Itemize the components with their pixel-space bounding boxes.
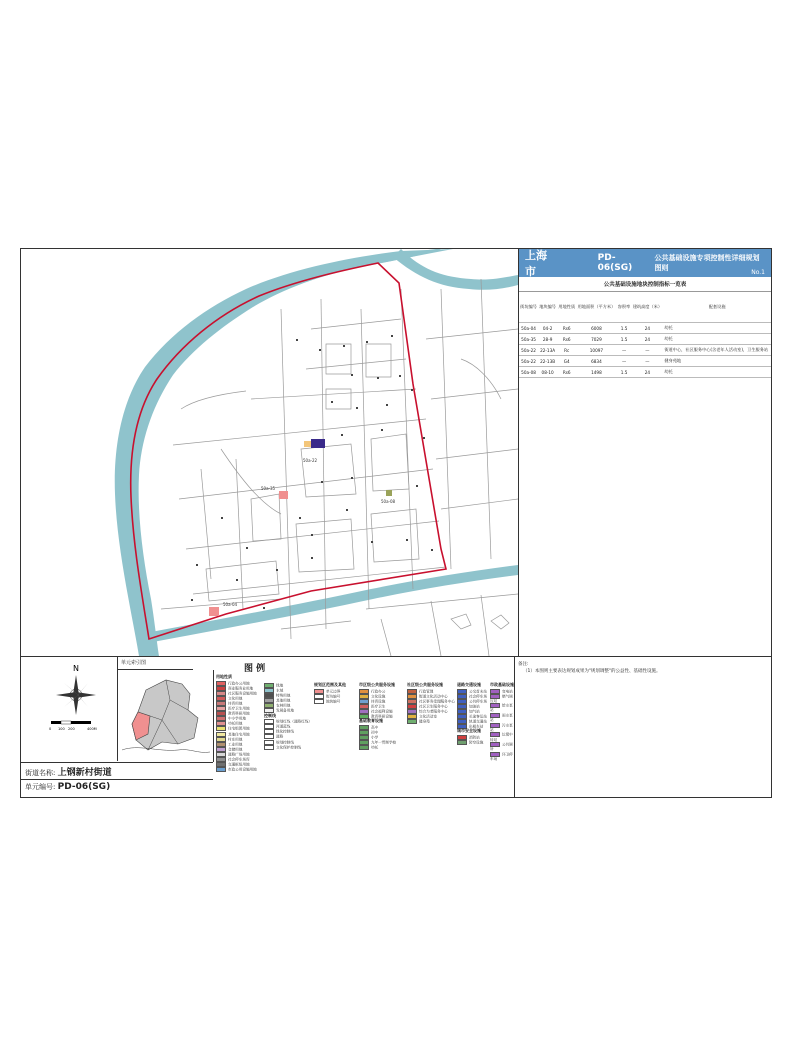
parcel-50a-08 <box>386 490 392 496</box>
legend-label: 工业用地 <box>228 742 243 747</box>
legend-item <box>490 732 514 742</box>
legend-col-control <box>264 683 312 750</box>
legend-label: 社区卫生服务中心 <box>419 704 448 709</box>
legend-label: 市政公用设施用地 <box>228 767 257 772</box>
legend-label: 绿地 <box>276 683 284 688</box>
scale-100: 100 <box>58 727 65 731</box>
keymap-title: 单元索引图 <box>118 657 193 670</box>
legend-label: 文化用地 <box>228 696 243 701</box>
legend-label: 文化活动室 <box>419 714 437 719</box>
legend-item <box>314 699 346 704</box>
col-header: 建筑高度（米） <box>631 292 663 323</box>
legend-item <box>490 694 514 704</box>
legend-section-title: 基础教育设施 <box>359 718 383 724</box>
legend-label: 特殊用地 <box>276 693 291 698</box>
legend-label: 初中 <box>371 730 379 735</box>
legend-swatch-icon <box>216 767 226 772</box>
map-label-50a-04: 50a-04 <box>223 602 238 607</box>
table-cell: 50a-22 <box>519 356 538 367</box>
north-label: N <box>73 664 79 673</box>
legend-label: 公交首末站 <box>469 689 487 694</box>
table-cell: 7029 <box>576 334 616 345</box>
legend-label: 轨道交通站 <box>469 719 487 724</box>
legend-label: 中小学用地 <box>228 716 246 721</box>
legend-label: 社会停车场库 <box>228 757 250 762</box>
map-label-50a-22: 50a-22 <box>303 458 318 463</box>
unit-label: 单元编号: <box>25 783 56 791</box>
col-header: 用地面积（平方米） <box>576 292 616 323</box>
legend-label: 消防站 <box>469 735 480 740</box>
legend-label: 医疗卫生用地 <box>228 706 250 711</box>
plan-title: 公共基础设施专项控制性详细规划图则 <box>654 254 760 272</box>
legend-label: 体育设施 <box>371 699 386 704</box>
plan-sheet <box>20 248 772 798</box>
table-cell: 08-10 <box>538 367 557 378</box>
legend-label: 文化设施 <box>371 694 386 699</box>
legend-label: 雨水泵站 <box>490 713 513 723</box>
table-header-row <box>519 292 771 323</box>
legend-label: 农林用地 <box>276 703 291 708</box>
legend-label: 社会福利设施 <box>371 709 393 714</box>
table-cell: 22-13A <box>538 345 557 356</box>
map-label-50a-08: 50a-08 <box>381 499 396 504</box>
legend-item <box>359 745 396 750</box>
table-cell: 1.5 <box>617 323 632 334</box>
scale-bar <box>49 721 97 731</box>
parcel-50a-22 <box>311 439 325 448</box>
legend-col-city <box>359 683 396 750</box>
plan-code: PD-06(SG) <box>597 253 633 273</box>
legend-section-title: 城市安全设施 <box>457 728 481 734</box>
legend-label: 河道蓝线 <box>276 724 291 729</box>
table-cell: — <box>631 345 663 356</box>
notes <box>515 657 771 797</box>
legend-item <box>490 703 514 713</box>
table-cell: 50a-04 <box>519 323 538 334</box>
legend-item <box>457 740 487 745</box>
info-panel <box>519 249 771 657</box>
legend-label: 街道文化活动中心 <box>419 694 448 699</box>
compass-icon <box>56 675 96 715</box>
legend-label: 文化保护控制线 <box>276 745 302 750</box>
table-cell: 健身苑地 <box>663 356 771 367</box>
plan-map[interactable] <box>21 249 519 657</box>
legend-label: 商业服务业用地 <box>228 686 254 691</box>
legend-label: 其他住宅用地 <box>228 732 250 737</box>
legend-item <box>490 713 514 723</box>
legend-label: 仓储用地 <box>228 747 243 752</box>
legend-item <box>490 742 514 752</box>
map-canvas <box>21 249 518 656</box>
legend-label: 给水泵站 <box>490 703 513 713</box>
legend-label: 发展备用地 <box>276 708 294 713</box>
legend-label: 规划控制线 <box>276 740 294 745</box>
legend-label: 社区事务受理服务中心 <box>419 699 455 704</box>
table-row <box>519 345 771 356</box>
table-row <box>519 356 771 367</box>
legend-label: 加油站 <box>469 704 480 709</box>
legend-label: 社区服务设施用地 <box>228 691 257 696</box>
legend-label: 污水泵站 <box>490 723 513 732</box>
legend-label: 规划红线（道路红线） <box>276 719 312 724</box>
keymap <box>118 670 214 762</box>
legend-col-utility <box>490 683 514 762</box>
page-number: No.1 <box>751 269 765 276</box>
table-cell: 22-13B <box>538 356 557 367</box>
legend-label: 行政管理 <box>419 689 434 694</box>
legend-swatch-icon <box>359 745 369 750</box>
table-cell: 24 <box>631 323 663 334</box>
table-cell: 6834 <box>576 356 616 367</box>
legend-label: 环卫停车场 <box>490 752 513 761</box>
notes-title: 备注: <box>518 662 529 667</box>
legend-label: 教育科研设施 <box>371 714 393 719</box>
legend-label: 健身苑 <box>419 719 430 724</box>
col-header: 地块编号 <box>538 292 557 323</box>
legend-label: 教育科研用地 <box>228 711 250 716</box>
table-cell: 1.5 <box>617 334 632 345</box>
legend-label: 出租车站 <box>469 724 484 729</box>
table-cell: Rs6 <box>557 367 576 378</box>
table-cell: Rs6 <box>557 334 576 345</box>
col-header: 用地性质 <box>557 292 576 323</box>
legend-col-traffic <box>457 683 487 745</box>
parcel-50a-04 <box>209 607 219 616</box>
legend-label: 变电站 <box>502 689 513 694</box>
legend-item <box>216 767 257 772</box>
legend-label: 单元边界 <box>326 689 341 694</box>
table-cell: Rs6 <box>557 323 576 334</box>
legend-label: 村庄用地 <box>228 737 243 742</box>
table-cell: 幼托 <box>663 367 771 378</box>
city-name: 上海市 <box>525 249 547 278</box>
legend-item <box>490 752 514 762</box>
table-cell: 6008 <box>576 323 616 334</box>
col-header: 配套设施 <box>663 292 771 323</box>
title-bar <box>519 249 771 277</box>
legend-col-landuse <box>216 675 257 772</box>
legend-label: 地块编号 <box>326 699 341 704</box>
legend-section-title: 用地性质 <box>216 674 232 679</box>
table-cell: Rc <box>557 345 576 356</box>
table-cell: — <box>617 356 632 367</box>
bottom-strip <box>21 657 771 797</box>
table-cell: 50a-35 <box>519 334 538 345</box>
table-cell: G4 <box>557 356 576 367</box>
table-cell: 10097 <box>576 345 616 356</box>
compass-rose <box>21 657 118 761</box>
index-table <box>519 292 771 378</box>
table-cell: 50a-22 <box>519 345 538 356</box>
legend-label: 体育用地 <box>228 701 243 706</box>
table-cell: 24 <box>631 367 663 378</box>
legend-label: 其他用地 <box>276 698 291 703</box>
map-label-50a-35: 50a-35 <box>261 486 276 491</box>
table-row <box>519 367 771 378</box>
table-row <box>519 323 771 334</box>
legend-swatch-icon <box>314 699 324 704</box>
legend-label: 街坊编号 <box>326 694 341 699</box>
table-title: 公共基础设施地块控制指标一览表 <box>519 277 771 292</box>
legend-label: 加气站 <box>469 709 480 714</box>
legend-label: 垃圾中转站 <box>490 732 513 742</box>
legend-label: 医疗卫生 <box>371 704 386 709</box>
legend-section-title: 社区级公共服务设施 <box>407 682 443 687</box>
street-label: 街道名称: <box>25 769 56 777</box>
legend-label: 公共厕所 <box>490 742 513 752</box>
table-cell: 1498 <box>576 367 616 378</box>
legend-section-title: 规划区范围及其他 <box>314 682 346 687</box>
table-cell: — <box>617 345 632 356</box>
table-cell: 幼托 <box>663 323 771 334</box>
legend-label: 绿化控制线 <box>276 729 294 734</box>
note-item: （1）本图则主要表达规划成果为"规划调整"的公益性、基础性设施。 <box>523 669 661 674</box>
legend-title: 图 例 <box>244 664 266 674</box>
table-cell: 28-9 <box>538 334 557 345</box>
legend-label: 社会停车场 <box>469 694 487 699</box>
legend-col-other <box>314 683 346 704</box>
legend-label: 综合为老服务中心 <box>419 709 448 714</box>
legend-label: 燃气调压站 <box>490 694 513 703</box>
legend-label: 防空设施 <box>469 740 484 745</box>
legend-section-title: 道路交通设施 <box>457 682 481 687</box>
legend-label: 小学 <box>371 735 379 740</box>
legend-swatch-icon <box>457 740 467 745</box>
legend-col-community <box>407 683 455 724</box>
col-header: 容积率 <box>617 292 632 323</box>
legend-label: 幼托 <box>371 745 379 750</box>
legend <box>214 657 515 797</box>
legend-label: 公共停车场 <box>469 699 487 704</box>
table-row <box>519 334 771 345</box>
legend-label: 高中 <box>371 725 379 730</box>
legend-label: 行政办公用地 <box>228 681 250 686</box>
legend-item <box>490 723 514 733</box>
legend-label: 幼托用地 <box>228 721 243 726</box>
legend-swatch-icon <box>264 745 274 750</box>
scale-0: 0 <box>49 727 52 731</box>
legend-label: 水域 <box>276 688 284 693</box>
parcel-50a-35 <box>279 491 288 499</box>
legend-section-title: 控制线 <box>264 712 276 718</box>
legend-item <box>264 745 312 750</box>
legend-section-title: 市政基础设施 <box>490 682 514 687</box>
street-name: 上钢新村街道 <box>57 768 112 778</box>
legend-label: 住宅组团用地 <box>228 726 250 731</box>
legend-label: 九年一贯制学校 <box>371 740 397 745</box>
table-cell: — <box>631 356 663 367</box>
table-cell: 04-2 <box>538 323 557 334</box>
street-info <box>21 762 213 798</box>
col-header: 街坊编号 <box>519 292 538 323</box>
table-cell: 24 <box>631 334 663 345</box>
legend-item <box>407 719 455 724</box>
legend-section-title: 市区级公共服务设施 <box>359 682 395 687</box>
table-cell: 1.5 <box>617 367 632 378</box>
legend-label: 道路广场用地 <box>228 752 250 757</box>
legend-label: 行政办公 <box>371 689 386 694</box>
scale-400: 400M <box>87 727 97 731</box>
legend-label: 交通枢纽用地 <box>228 762 250 767</box>
legend-label: 道路 <box>276 734 284 739</box>
unit-code: PD-06(SG) <box>57 782 111 792</box>
table-cell: 街道中心，社区服务中心(含老年人活动室)，卫生服务站 <box>663 345 771 356</box>
legend-label: 长途客运站 <box>469 714 487 719</box>
scale-200: 200 <box>68 727 75 731</box>
table-cell: 50a-08 <box>519 367 538 378</box>
legend-swatch-icon <box>407 719 417 724</box>
table-cell: 幼托 <box>663 334 771 345</box>
